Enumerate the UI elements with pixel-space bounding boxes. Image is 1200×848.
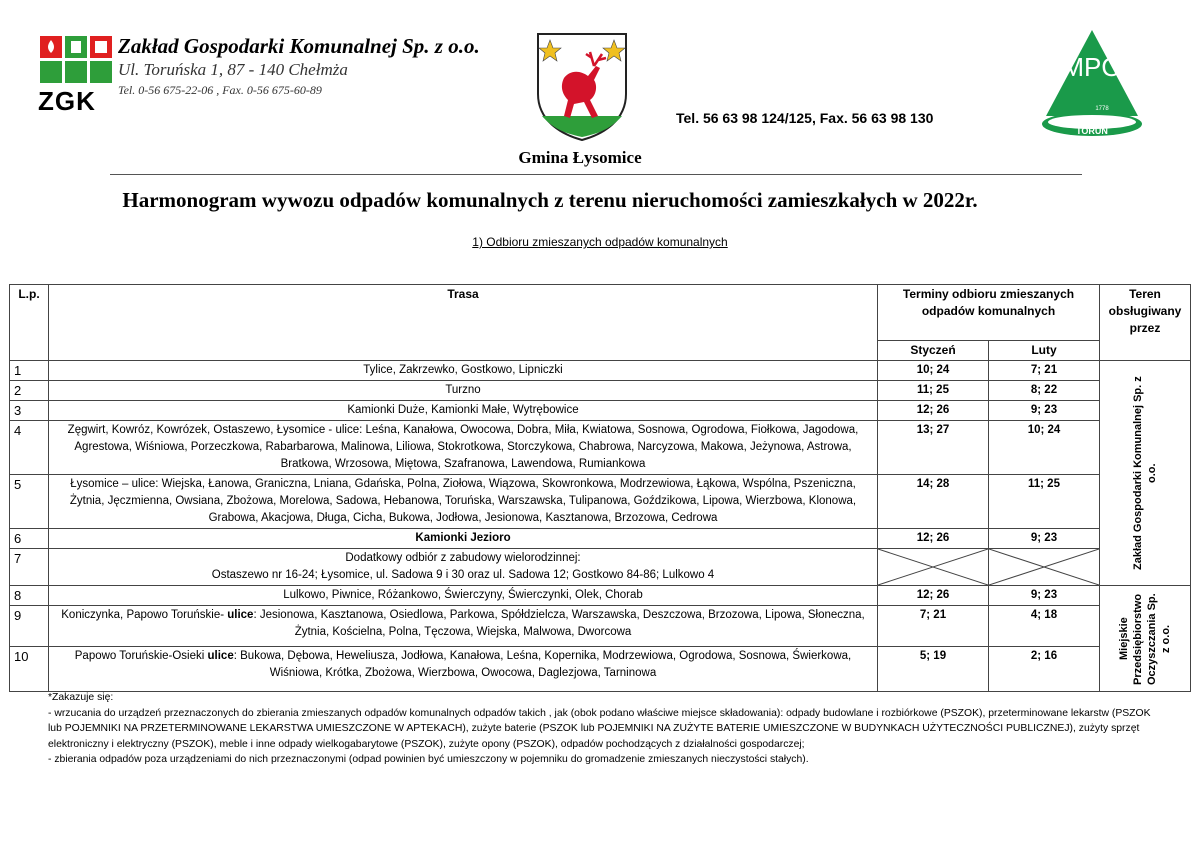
header-divider: [110, 174, 1082, 175]
table-row: [10, 647, 1191, 692]
row-lp: 10: [10, 647, 49, 692]
row-feb: 2; 16: [989, 647, 1100, 692]
table-row: [10, 475, 1191, 529]
company-name: Zakład Gospodarki Komunalnej Sp. z o.o.: [118, 34, 480, 58]
mpo-contact: Tel. 56 63 98 124/125, Fax. 56 63 98 130: [676, 110, 934, 126]
table-row: [10, 361, 1191, 381]
row-jan: 14; 28: [878, 475, 989, 529]
row-trasa-rest: : Bukowa, Dębowa, Heweliusza, Jodłowa, Kanałowa, Leśna, Kopernika, Modrzewiowa, Ogrodowa, Sosnowa, Świerkowa, Wiśniowa, Krótka, Zbożowa, Wierzbowa, Owocowa, Daglezjowa, Tarninowa: [233, 650, 852, 679]
row-jan-crossed: [878, 549, 989, 586]
row-feb: 9; 23: [989, 529, 1100, 549]
row-trasa: Lulkowo, Piwnice, Różankowo, Świerczyny, Świerczynki, Olek, Chorab: [49, 586, 878, 606]
row-trasa: Kamionki Duże, Kamionki Małe, Wytrębowice: [49, 401, 878, 421]
company-phone-fax: Tel. 0-56 675-22-06 , Fax. 0-56 675-60-89: [118, 83, 322, 97]
header-trasa: Trasa: [49, 285, 878, 361]
operator-mpo: Miejskie Przedsiębiorstwo Oczyszczania Sp. z o.o.: [1118, 592, 1172, 685]
row-feb-crossed: [989, 549, 1100, 586]
notes: [48, 690, 1158, 768]
row-jan: 11; 25: [878, 381, 989, 401]
row-trasa-prefix: Koniczynka, Papowo Toruńskie-: [61, 609, 228, 621]
notes-heading: *Zakazuje się:: [48, 692, 114, 703]
row-feb: 4; 18: [989, 606, 1100, 647]
table-row: [10, 421, 1191, 475]
row-lp: 6: [10, 529, 49, 549]
row-trasa-prefix: Papowo Toruńskie-Osieki: [74, 650, 208, 662]
row-lp: 4: [10, 421, 49, 475]
table-row: [10, 381, 1191, 401]
mpo-letters: MPO: [1062, 52, 1122, 82]
row-lp: 2: [10, 381, 49, 401]
row-trasa: Turzno: [49, 381, 878, 401]
section-title: 1) Odbioru zmieszanych odpadów komunalnych: [472, 235, 728, 249]
table-row: [10, 586, 1191, 606]
company-address: Ul. Toruńska 1, 87 - 140 Chełmża: [118, 60, 348, 79]
mpo-city: TORUŃ: [1076, 126, 1108, 136]
row-trasa-bold: ulice: [207, 650, 234, 662]
header-terminy: Terminy odbioru zmieszanych odpadów komunalnych: [878, 285, 1100, 341]
row-jan: 12; 26: [878, 401, 989, 421]
row-feb: 7; 21: [989, 361, 1100, 381]
row-trasa: Zęgwirt, Kowróz, Kowrózek, Ostaszewo, Łysomice - ulice: Leśna, Kanałowa, Owocowa, Dobra, Miła, Kwiatowa, Sosnowa, Ogrodowa, Fiołkowa, Jagodowa, Agrestowa, Wiśniowa, Porzeczkowa, Rabarbarowa, Malinowa, Liliowa, Stokrotkowa, Storczykowa, Chabrowa, Narcyzowa, Makowa, Jeżynowa, Astrowa, Bratkowa, Wrzosowa, Miętowa, Szafranowa, Lawendowa, Rumiankowa: [49, 421, 878, 475]
mpo-logo: [1038, 28, 1146, 140]
row-lp: 8: [10, 586, 49, 606]
row-feb: 9; 23: [989, 586, 1100, 606]
row-feb: 9; 23: [989, 401, 1100, 421]
row-lp: 1: [10, 361, 49, 381]
row-jan: 13; 27: [878, 421, 989, 475]
table-row: [10, 549, 1191, 586]
table-row: [10, 606, 1191, 647]
header-month-jan: Styczeń: [878, 341, 989, 361]
row-feb: 10; 24: [989, 421, 1100, 475]
notes-line1: - wrzucania do urządzeń przeznaczonych do zbierania zmieszanych odpadów komunalnych odpadów takich , jak (obok podano właściwe miejsce składowania): odpady budowlane i rozbiórkowe (PSZOK), przeterminowane lekarstw (PSZOK lub POJEMNIKI NA PRZETERMINOWANE LEKARSTWA UMIESZCZONE W APTEKACH), zużyte baterie (PSZOK lub POJEMNIKI NA ZUŻYTE BATERIE UMIESZCZONE W BUDYNKACH UŻYTECZNOŚCI PUBLICZNEJ), zużyty sprzęt elektroniczny i elektryczny (PSZOK), meble i inne odpady wielkogabarytowe (PSZOK), zużyte opony (PSZOK), odpadów pochodzących z działalności gospodarczej;: [48, 707, 1151, 750]
row-feb: 11; 25: [989, 475, 1100, 529]
row-lp: 5: [10, 475, 49, 529]
row-jan: 12; 26: [878, 586, 989, 606]
row-trasa: [49, 549, 878, 586]
coat-of-arms-icon: [534, 30, 630, 142]
zgk-logo-text: ZGK: [38, 86, 96, 116]
document-title: Harmonogram wywozu odpadów komunalnych z terenu nieruchomości zamieszkałych w 2022r.: [122, 188, 978, 212]
header-teren: Teren obsługiwany przez: [1100, 285, 1191, 361]
row-trasa-bold: ulice: [227, 609, 254, 621]
header-lp: L.p.: [10, 285, 49, 361]
row-jan: 10; 24: [878, 361, 989, 381]
table-row: [10, 401, 1191, 421]
schedule-table: [9, 284, 1191, 692]
gmina-name: Gmina Łysomice: [518, 148, 642, 167]
row-trasa-line2: Ostaszewo nr 16-24; Łysomice, ul. Sadowa 9 i 30 oraz ul. Sadowa 12; Gostkowo 84-86; Lulkowo 4: [211, 569, 715, 581]
row-lp: 7: [10, 549, 49, 586]
operator-zgk-cell: [1100, 361, 1191, 586]
row-trasa: [49, 647, 878, 692]
row-lp: 9: [10, 606, 49, 647]
row-trasa: [49, 606, 878, 647]
row-trasa: Łysomice – ulice: Wiejska, Łanowa, Graniczna, Lniana, Gdańska, Polna, Ziołowa, Wiązowa, Skowronkowa, Modrzewiowa, Łąkowa, Wspólna, Pszeniczna, Żytnia, Jęczmienna, Owsiana, Zbożowa, Morelowa, Sadowa, Hebanowa, Toruńska, Warszawska, Tulipanowa, Goździkowa, Lipowa, Wierzbowa, Klonowa, Grabowa, Akacjowa, Długa, Cicha, Bukowa, Jodłowa, Jesionowa, Kasztanowa, Brzozowa, Cedrowa: [49, 475, 878, 529]
operator-mpo-cell: [1100, 586, 1191, 692]
table-row: [10, 529, 1191, 549]
row-trasa-line1: Dodatkowy odbiór z zabudowy wielorodzinnej:: [345, 552, 581, 564]
notes-line2: - zbierania odpadów poza urządzeniami do nich przeznaczonymi (odpad powinien być umieszczony w pojemniku do gromadzenie zmieszanych nieczystości stałych).: [48, 754, 809, 765]
row-jan: 5; 19: [878, 647, 989, 692]
row-trasa-rest: : Jesionowa, Kasztanowa, Osiedlowa, Parkowa, Spółdzielcza, Warszawska, Deszczowa, Brzozowa, Lipowa, Słoneczna, Żytnia, Kościelna, Polna, Tęczowa, Wiejska, Malwowa, Dworcowa: [253, 609, 865, 638]
row-jan: 12; 26: [878, 529, 989, 549]
row-trasa: Tylice, Zakrzewko, Gostkowo, Lipniczki: [49, 361, 878, 381]
row-feb: 8; 22: [989, 381, 1100, 401]
operator-zgk: Zakład Gospodarki Komunalnej Sp. z o.o.: [1132, 376, 1158, 570]
row-trasa: Kamionki Jezioro: [49, 529, 878, 549]
mpo-year: 1778: [1095, 106, 1109, 112]
row-lp: 3: [10, 401, 49, 421]
header-month-feb: Luty: [989, 341, 1100, 361]
row-jan: 7; 21: [878, 606, 989, 647]
